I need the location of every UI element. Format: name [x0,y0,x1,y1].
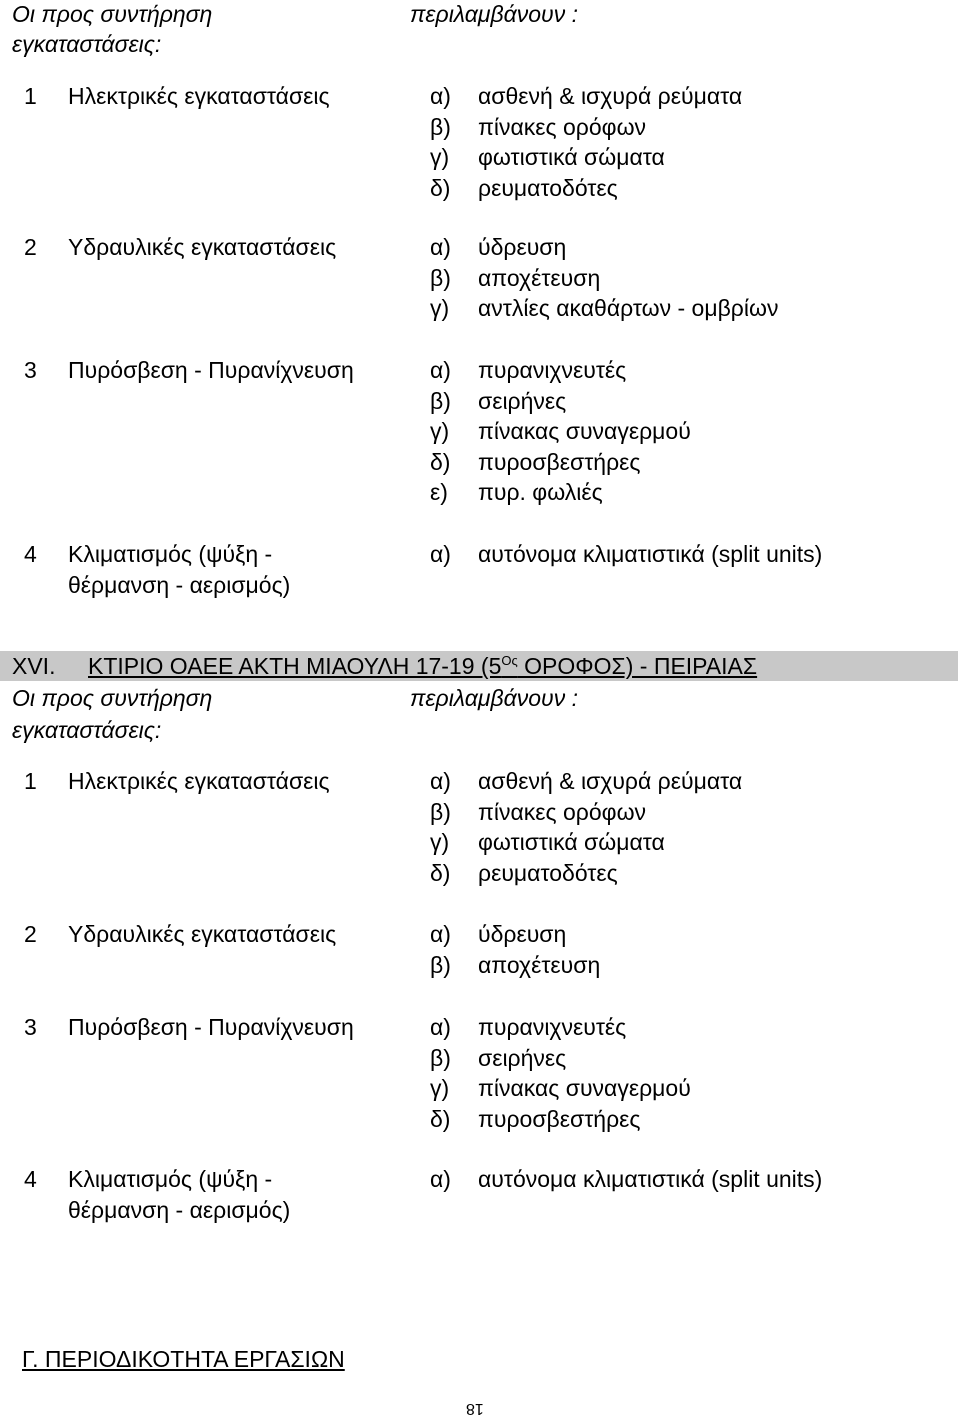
item-text: ρευματοδότες [478,175,618,201]
item-letter: α) [430,1166,451,1192]
group-label-continued: θέρμανση - αερισμός) [68,571,291,598]
item-letter: β) [430,1045,451,1071]
group-label: Κλιματισμός (ψύξη - [68,541,273,567]
intro-includes-label: περιλαμβάνουν : [410,1,578,27]
item-letter: α) [430,921,451,947]
item-letter: δ) [430,860,451,886]
item-letter: δ) [430,1106,451,1132]
intro-label-line1: Οι προς συντήρηση [12,685,213,711]
group-label-continued: θέρμανση - αερισμός) [68,1196,291,1223]
item-letter: α) [430,234,451,260]
group-number: 1 [24,83,37,109]
item-letter: ε) [430,479,448,505]
item-text: σειρήνες [478,1045,567,1071]
item-letter: γ) [430,829,450,855]
item-text: αυτόνομα κλιματιστικά (split units) [478,1166,823,1192]
item-letter: γ) [430,418,450,444]
item-text: ρευματοδότες [478,860,618,886]
item-letter: α) [430,357,451,383]
page-number: 18 [466,1400,484,1417]
item-text: αυτόνομα κλιματιστικά (split units) [478,541,823,567]
group-label: Πυρόσβεση - Πυρανίχνευση [68,1014,354,1040]
group-number: 4 [24,541,37,567]
group-number: 1 [24,768,37,794]
item-text: πυροσβεστήρες [478,1106,641,1132]
item-letter: β) [430,114,451,140]
item-letter: β) [430,388,451,414]
group-number: 3 [24,1014,37,1040]
group-label: Υδραυλικές εγκαταστάσεις [68,921,337,947]
item-text: ασθενή & ισχυρά ρεύματα [478,83,743,109]
intro-label-line2: εγκαταστάσεις: [12,31,162,57]
item-letter: γ) [430,295,450,321]
item-text: πυρανιχνευτές [478,1014,627,1040]
item-text: ύδρευση [478,921,567,947]
item-text: αποχέτευση [478,952,601,978]
group-label: Ηλεκτρικές εγκαταστάσεις [68,83,330,109]
item-letter: δ) [430,449,451,475]
item-text: πίνακες ορόφων [478,114,647,140]
intro-label-line2: εγκαταστάσεις: [12,717,162,743]
intro-label-line1: Οι προς συντήρηση [12,1,213,27]
periodicity-heading: Γ. ΠΕΡΙΟΔΙΚΟΤΗΤΑ ΕΡΓΑΣΙΩΝ [22,1346,345,1372]
item-letter: α) [430,541,451,567]
item-text: πυρανιχνευτές [478,357,627,383]
item-text: αποχέτευση [478,265,601,291]
item-text: αντλίες ακαθάρτων - ομβρίων [478,295,779,321]
section-title: ΚΤΙΡΙΟ ΟΑΕΕ ΑΚΤΗ ΜΙΑΟΥΛΗ 17-19 ($5^{O\varsigma}$ ΟΡΟΦΟΣ) - ΠΕΙΡΑΙΑΣ [88,653,758,679]
group-label: Πυρόσβεση - Πυρανίχνευση [68,357,354,383]
item-letter: γ) [430,1075,450,1101]
item-letter: α) [430,83,451,109]
item-letter: β) [430,952,451,978]
group-label: Ηλεκτρικές εγκαταστάσεις [68,768,330,794]
item-text: πίνακας συναγερμού [478,1075,691,1101]
group-label: Υδραυλικές εγκαταστάσεις [68,234,337,260]
group-number: 4 [24,1166,37,1192]
section-roman-number: XVI. [12,653,56,679]
item-text: πυρ. φωλιές [478,479,603,505]
item-text: σειρήνες [478,388,567,414]
item-text: πυροσβεστήρες [478,449,641,475]
group-number: 2 [24,234,37,260]
item-text: πίνακας συναγερμού [478,418,691,444]
item-letter: α) [430,768,451,794]
item-letter: α) [430,1014,451,1040]
group-number: 2 [24,921,37,947]
item-letter: γ) [430,144,450,170]
item-letter: β) [430,265,451,291]
group-number: 3 [24,357,37,383]
item-text: φωτιστικά σώματα [478,829,665,855]
group-label: Κλιματισμός (ψύξη - [68,1166,273,1192]
item-letter: β) [430,799,451,825]
intro-includes-label: περιλαμβάνουν : [410,685,578,711]
item-letter: δ) [430,175,451,201]
item-text: πίνακες ορόφων [478,799,647,825]
item-text: ύδρευση [478,234,567,260]
item-text: φωτιστικά σώματα [478,144,665,170]
item-text: ασθενή & ισχυρά ρεύματα [478,768,743,794]
